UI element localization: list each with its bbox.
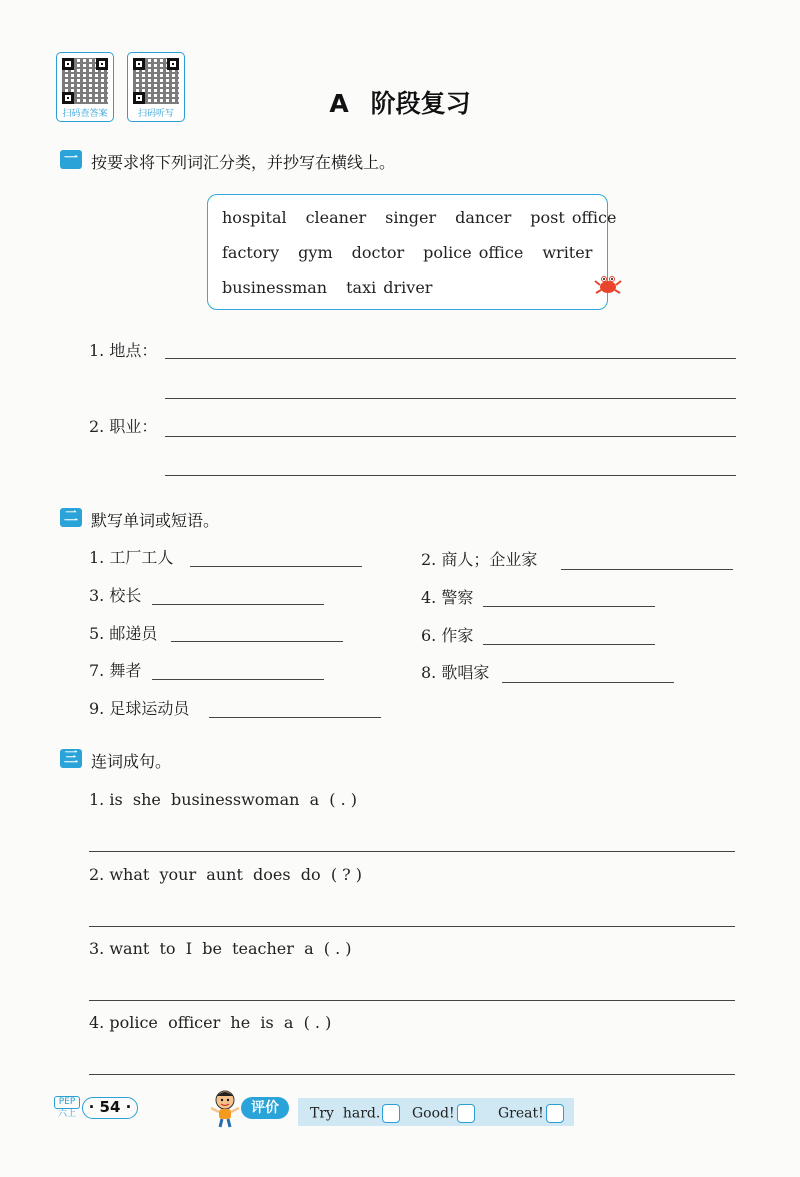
answer-line[interactable]: [561, 569, 733, 570]
answer-line[interactable]: [89, 926, 735, 927]
qr-finder-icon: [133, 58, 145, 70]
answer-line[interactable]: [89, 1000, 735, 1001]
section-1-instruction: 按要求将下列词汇分类，并抄写在横线上。: [91, 153, 396, 172]
vocab-item: 6. 作家: [421, 626, 474, 645]
word-row: [222, 243, 592, 262]
answer-line[interactable]: [502, 682, 674, 683]
vocab-item: 8. 歌唱家: [421, 663, 490, 682]
eval-checkbox[interactable]: [382, 1104, 400, 1123]
title-letter: A: [329, 89, 349, 118]
qr-answers-label: 扫码查答案: [62, 109, 108, 119]
answer-line[interactable]: [483, 606, 655, 607]
sentence-item: 1. is she businesswoman a ( . ): [89, 790, 358, 809]
word-item: businessman: [222, 278, 328, 297]
vocab-item: 1. 工厂工人: [89, 548, 174, 567]
word-item: post office: [530, 208, 617, 227]
vocab-item: 7. 舞者: [89, 661, 142, 680]
vocab-item: 9. 足球运动员: [89, 699, 190, 718]
answer-line[interactable]: [152, 604, 324, 605]
kid-mascot-icon: [208, 1088, 242, 1128]
sentence-item: 4. police officer he is a ( . ): [89, 1013, 332, 1032]
answer-line[interactable]: [165, 358, 736, 359]
eval-option: [310, 1104, 400, 1123]
edition-top: PEP: [54, 1096, 80, 1109]
section-2-badge: 二: [60, 508, 82, 527]
eval-checkbox[interactable]: [457, 1104, 475, 1123]
answer-line[interactable]: [89, 851, 735, 852]
vocab-item: 5. 邮递员: [89, 624, 158, 643]
answer-line[interactable]: [165, 475, 736, 476]
qr-listen-label: 扫码听写: [137, 109, 174, 119]
evaluation-badge: 评价: [241, 1097, 289, 1119]
word-item: gym: [298, 243, 333, 262]
section-2-instruction: 默写单词或短语。: [91, 511, 220, 530]
word-item: doctor: [351, 243, 405, 262]
page-title: [0, 84, 800, 120]
qr-finder-icon: [167, 58, 179, 70]
answer-line[interactable]: [152, 679, 324, 680]
vocab-item: 2. 商人；企业家: [421, 550, 538, 569]
answer-line[interactable]: [165, 436, 736, 437]
edition-badge: [54, 1096, 80, 1120]
answer-line[interactable]: [190, 566, 362, 567]
word-item: taxi driver: [346, 278, 433, 297]
word-item: cleaner: [305, 208, 367, 227]
word-item: factory: [222, 243, 280, 262]
eval-option-label: Good!: [412, 1105, 455, 1122]
word-bank-box: [207, 194, 617, 310]
eval-option-label: Great!: [498, 1105, 544, 1122]
eval-option-label: Try hard.: [310, 1105, 381, 1122]
evaluation-bar: [298, 1098, 574, 1126]
answer-line[interactable]: [165, 398, 736, 399]
word-item: hospital: [222, 208, 287, 227]
section-3-instruction: 连词成句。: [91, 752, 172, 771]
eval-option: [412, 1104, 475, 1123]
word-item: singer: [385, 208, 437, 227]
crab-icon: [594, 273, 622, 295]
q1-label: 1. 地点：: [89, 341, 158, 360]
qr-finder-icon: [96, 58, 108, 70]
answer-line[interactable]: [89, 1074, 735, 1075]
word-item: police office: [423, 243, 524, 262]
section-1-badge: 一: [60, 150, 82, 169]
sentence-item: 2. what your aunt does do ( ? ): [89, 865, 363, 884]
qr-finder-icon: [62, 58, 74, 70]
word-row: [222, 208, 616, 227]
answer-line[interactable]: [483, 644, 655, 645]
word-row: [222, 278, 432, 297]
page-number: · 54 ·: [82, 1097, 138, 1119]
title-text: 阶段复习: [370, 89, 471, 118]
q2-label: 2. 职业：: [89, 417, 158, 436]
word-item: writer: [542, 243, 593, 262]
vocab-item: 3. 校长: [89, 586, 142, 605]
answer-line[interactable]: [171, 641, 343, 642]
section-3-badge: 三: [60, 749, 82, 768]
vocab-item: 4. 警察: [421, 588, 474, 607]
word-item: dancer: [455, 208, 512, 227]
sentence-item: 3. want to I be teacher a ( . ): [89, 939, 352, 958]
eval-checkbox[interactable]: [546, 1104, 564, 1123]
eval-option: [498, 1104, 564, 1123]
answer-line[interactable]: [209, 717, 381, 718]
edition-bottom: 六上: [57, 1109, 76, 1119]
